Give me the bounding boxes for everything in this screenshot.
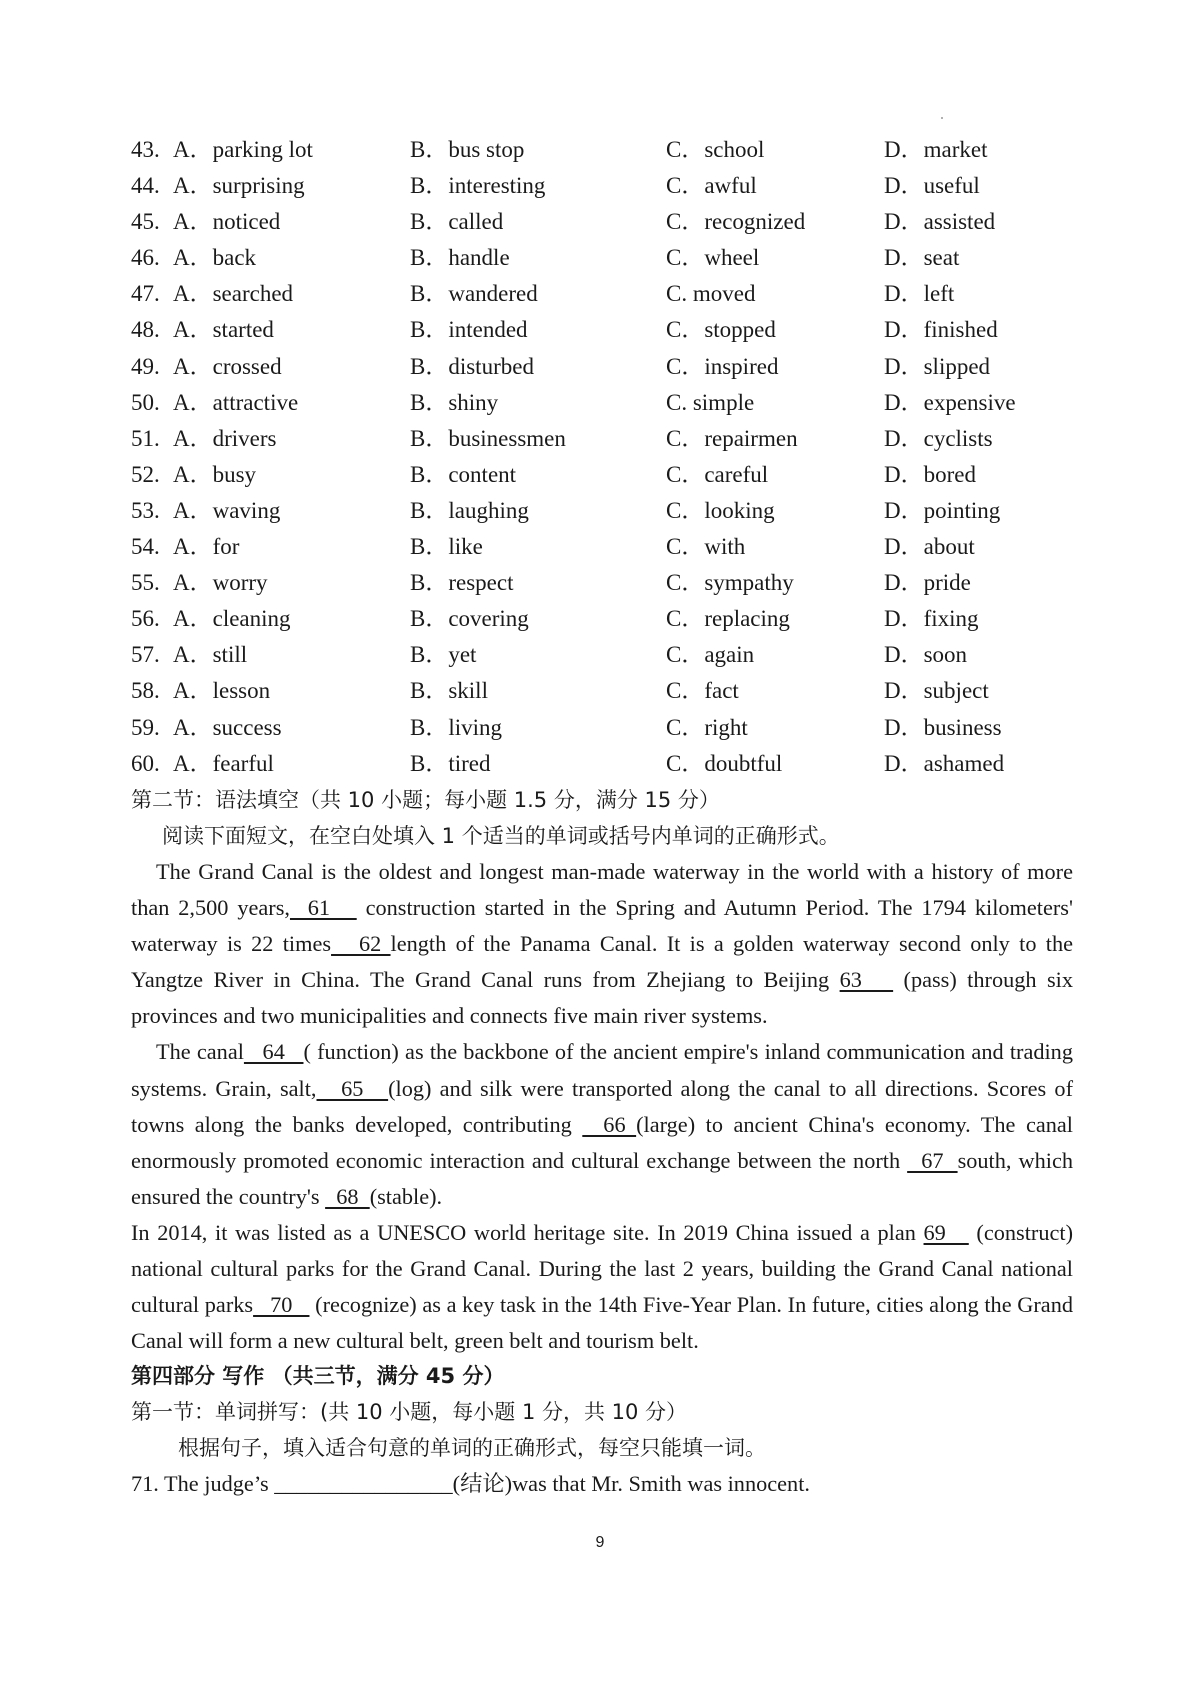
question-row [131,312,1091,348]
passage-text: (construct) national cultural parks for the Grand Canal. During the last 2 years, building the Grand Canal national cultural parks [131,1219,1073,1318]
question-row [131,493,1091,529]
option-d: D．about [884,534,975,560]
option-b: B．called [410,209,504,235]
option-d: D．bored [884,461,976,487]
option-c: C．fact [666,678,739,704]
question-row [131,204,1091,240]
option-a: A．still [173,642,248,668]
part4-section1-title: 第一节：单词拼写：(共 10 小题，每小题 1 分，共 10 分） [131,1400,688,1424]
question-row [131,565,1091,601]
question-number: 58. [131,678,160,704]
option-c: C．doubtful [666,750,783,776]
question-row [131,710,1091,746]
passage-text: length of the Panama Canal. It is a golden waterway second only to the Yangtze River in China. The Grand Canal runs from Zhejiang to Beijing [131,931,1074,993]
option-d: D．business [884,714,1002,740]
question-number: 53. [131,497,160,523]
option-d: D．finished [884,317,998,343]
option-c: C. simple [666,389,755,415]
option-c: C．right [666,714,748,740]
option-a: A．success [173,714,282,740]
question-row [131,168,1091,204]
option-a: A．busy [173,461,257,487]
page-number: 9 [595,1534,605,1551]
option-b: B．respect [410,570,514,596]
multiple-choice-options-list [131,132,1091,782]
option-d: D．pride [884,570,971,596]
option-c: C．sympathy [666,570,794,596]
question-number: 55. [131,570,160,596]
question-number: 60. [131,750,160,776]
option-d: D．expensive [884,389,1016,415]
question-number: 59. [131,714,160,740]
blank-68: 68 [325,1183,370,1209]
question-row [131,637,1091,673]
option-a: A．parking lot [173,137,313,162]
question-row [131,457,1091,493]
blank-69: 69 [923,1219,969,1245]
blank-65: 65 [316,1075,389,1101]
option-c: C. moved [666,281,756,307]
option-d: D．fixing [884,606,979,632]
option-c: C．stopped [666,317,776,343]
option-d: D．subject [884,678,989,704]
option-b: B．like [410,534,483,560]
question-row [131,240,1091,276]
question-number: 43. [131,137,160,162]
passage-text: (recognize) as a key task in the 14th Five-Year Plan. In future, cities along the Grand Canal will form a new cultural belt, green belt and tourism belt. [131,1292,1073,1354]
option-a: A．for [173,534,240,560]
question-71: 71. The judge’s ________________(结论)was that Mr. Smith was innocent. [131,1471,810,1496]
passage-text: construction started in the Spring and Autumn Period. The 1794 kilometers' waterway is 22 times [131,895,1073,957]
question-number: 49. [131,353,160,379]
option-d: D．market [884,137,988,162]
option-b: B．tired [410,750,491,776]
option-d: D．left [884,281,955,307]
question-number: 52. [131,461,160,487]
question-row [131,276,1091,312]
question-number: 54. [131,534,160,560]
option-d: D．pointing [884,497,1001,523]
option-a: A．worry [173,570,268,596]
option-b: B．skill [410,678,488,704]
option-c: C．recognized [666,209,806,235]
passage-text: (log) and silk were transported along the canal to all directions. Scores of towns along the banks developed, contributing [131,1075,1073,1137]
option-b: B．living [410,714,503,740]
option-b: B．wandered [410,281,538,307]
option-a: A．back [173,245,257,271]
option-a: A．cleaning [173,606,291,632]
option-d: D．soon [884,642,968,668]
option-c: C．again [666,642,755,668]
blank-62: 62 [331,931,391,957]
option-c: C．school [666,137,765,162]
passage-text: (stable). [369,1183,443,1209]
scan-speck [941,117,943,119]
option-c: C．wheel [666,245,760,271]
option-c: C．replacing [666,606,790,632]
blank-67: 67 [907,1147,958,1173]
option-a: A．attractive [173,389,299,415]
option-d: D．seat [884,245,960,271]
option-b: B．disturbed [410,353,534,379]
option-d: D．ashamed [884,750,1005,776]
passage-text: (pass) through six provinces and two municipalities and connects five main river systems. [131,967,1073,1029]
question-number: 57. [131,642,160,668]
option-a: A．surprising [173,173,305,199]
question-row [131,746,1091,782]
option-a: A．lesson [173,678,271,704]
option-c: C．careful [666,461,769,487]
passage-text: south, which ensured the country's [131,1147,1073,1209]
option-c: C．awful [666,173,757,199]
passage-text: In 2014, it was listed as a UNESCO world heritage site. In 2019 China issued a plan [131,1219,924,1245]
option-c: C．inspired [666,353,779,379]
question-row [131,385,1091,421]
passage-text: ( function) as the backbone of the ancient empire's inland communication and trading systems. Grain, salt, [131,1039,1073,1101]
question-number: 45. [131,209,160,235]
option-b: B．bus stop [410,137,525,162]
option-b: B．shiny [410,389,499,415]
part4-instruction: 根据句子，填入适合句意的单词的正确形式，每空只能填一词。 [178,1436,766,1460]
passage-text: (large) to ancient China's economy. The canal enormously promoted economic interaction and cultural exchange between the north [131,1111,1073,1173]
option-b: B．interesting [410,173,546,199]
option-a: A．noticed [173,209,281,235]
blank-66: 66 [582,1111,637,1137]
question-number: 44. [131,173,160,199]
option-b: B．content [410,461,517,487]
option-c: C．with [666,534,746,560]
passage-text: The Grand Canal is the oldest and longest man-made waterway in the world with a history of more than 2,500 years, [131,859,1073,921]
question-number: 47. [131,281,160,307]
blank-70: 70 [253,1292,310,1318]
option-b: B．covering [410,606,529,632]
option-b: B．yet [410,642,477,668]
option-b: B．handle [410,245,510,271]
grammar-passage [131,854,1073,1359]
option-a: A．fearful [173,750,274,776]
option-d: D．cyclists [884,425,993,451]
blank-61: 61 [289,895,357,921]
option-a: A．drivers [173,425,277,451]
question-number: 48. [131,317,160,343]
option-a: A．crossed [173,353,282,379]
passage-text: The canal [156,1039,244,1065]
question-number: 50. [131,389,160,415]
option-d: D．useful [884,173,980,199]
passage-paragraph-2 [131,1034,1073,1214]
question-row [131,132,1091,168]
blank-64: 64 [243,1039,304,1065]
section2-instruction: 阅读下面短文，在空白处填入 1 个适当的单词或括号内单词的正确形式。 [162,824,840,848]
option-c: C．repairmen [666,425,798,451]
option-b: B．businessmen [410,425,566,451]
option-b: B．laughing [410,497,529,523]
option-a: A．searched [173,281,294,307]
section2-title: 第二节：语法填空（共 10 小题；每小题 1.5 分，满分 15 分） [131,788,720,812]
question-number: 51. [131,425,160,451]
option-c: C．looking [666,497,775,523]
part4-title: 第四部分 写作 （共三节，满分 45 分） [131,1364,505,1388]
question-row [131,673,1091,709]
passage-paragraph-1 [131,854,1073,1034]
option-b: B．intended [410,317,528,343]
question-number: 46. [131,245,160,271]
option-a: A．started [173,317,274,343]
option-d: D．assisted [884,209,996,235]
question-row [131,421,1091,457]
option-a: A．waving [173,497,281,523]
option-d: D．slipped [884,353,991,379]
question-number: 56. [131,606,160,632]
question-row [131,349,1091,385]
passage-paragraph-3 [131,1215,1073,1359]
question-row [131,601,1091,637]
question-row [131,529,1091,565]
blank-63: 63 [839,967,894,993]
